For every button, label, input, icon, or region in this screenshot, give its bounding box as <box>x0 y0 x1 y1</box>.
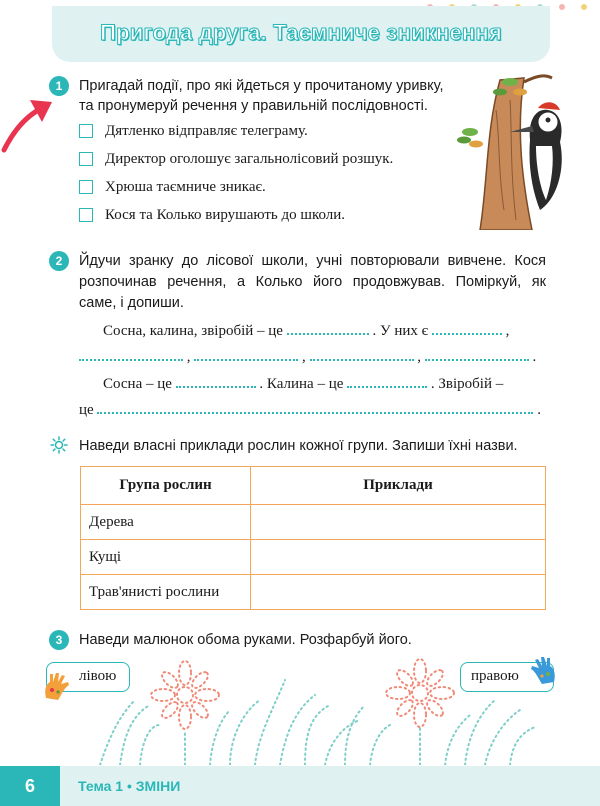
task-3-text: Наведи малюнок обома руками. Розфарбуй його. <box>79 632 412 648</box>
list-item[interactable] <box>79 149 393 169</box>
table-cell-examples[interactable] <box>251 505 546 540</box>
table-row <box>81 505 546 540</box>
sentence-1: Сосна, калина, звіробій – це . У них є , <box>103 323 510 339</box>
table-cell-examples[interactable] <box>251 575 546 610</box>
sentence-text: Сосна, калина, звіробій – це <box>103 323 283 339</box>
answer-blank[interactable] <box>194 347 298 361</box>
table-row <box>81 540 546 575</box>
left-hand-icon <box>40 672 74 702</box>
woodpecker-illustration <box>440 70 580 230</box>
table-header: Група рослин <box>81 467 251 505</box>
answer-blank[interactable] <box>425 347 529 361</box>
pointer-arrow-icon <box>0 92 56 154</box>
table-header-row <box>81 467 546 505</box>
table-cell-group: Трав'янисті рослини <box>81 575 251 610</box>
list-item-label: Хрюша таємниче зникає. <box>105 178 266 195</box>
table-cell-examples[interactable] <box>251 540 546 575</box>
sentence-2 <box>103 374 503 394</box>
answer-blank[interactable] <box>97 400 533 414</box>
task-1-line-2: та пронумеруй речення у правильній послідовності. <box>79 98 428 114</box>
task-1-line-1: Пригадай події, про які йдеться у прочитаному уривку, <box>79 78 444 94</box>
sentence-text: . Калина – це <box>259 376 344 392</box>
answer-blank[interactable] <box>79 347 183 361</box>
left-hand-text: лівою <box>79 668 117 684</box>
right-hand-text: правою <box>471 668 519 684</box>
numbering-checkbox[interactable] <box>79 180 93 194</box>
answer-blank[interactable] <box>287 321 369 335</box>
list-item[interactable] <box>79 205 345 225</box>
task-2-number: 2 <box>49 251 69 271</box>
list-item-label: Дятленко відправляє телеграму. <box>105 122 308 139</box>
task-sun-text: Наведи власні приклади рослин кожної групи. Запиши їхні назви. <box>79 438 518 454</box>
sentence-text: . У них є <box>372 323 429 339</box>
table-cell-group: Дерева <box>81 505 251 540</box>
page-number: 6 <box>0 766 60 806</box>
table-header: Приклади <box>251 467 546 505</box>
sentence-text: Сосна – це <box>103 376 172 392</box>
task-2-line-3: саме, і допиши. <box>79 295 184 311</box>
numbering-checkbox[interactable] <box>79 208 93 222</box>
task-2-line-2: розпочинав речення, а Колько його продовжував. Поміркуй, як <box>79 274 546 290</box>
numbering-checkbox[interactable] <box>79 152 93 166</box>
task-1-number: 1 <box>49 76 69 96</box>
plants-table <box>80 466 546 610</box>
list-item-label: Кося та Колько вирушають до школи. <box>105 206 346 223</box>
list-item-label: Директор оголошує загальнолісовий розшук. <box>105 150 394 167</box>
sentence-1-continued: , , , . <box>79 347 536 367</box>
tracing-drawing <box>80 655 550 765</box>
task-3-number: 3 <box>49 630 69 650</box>
numbering-checkbox[interactable] <box>79 124 93 138</box>
footer-topic: Тема 1 • ЗМІНИ <box>78 778 181 794</box>
table-cell-group: Кущі <box>81 540 251 575</box>
sentence-text: це <box>79 402 94 418</box>
answer-blank[interactable] <box>310 347 414 361</box>
table-row <box>81 575 546 610</box>
list-item[interactable] <box>79 177 266 197</box>
sentence-text: . Звіробій – <box>430 376 504 392</box>
answer-blank[interactable] <box>176 374 256 388</box>
answer-blank[interactable] <box>347 374 427 388</box>
answer-blank[interactable] <box>432 321 502 335</box>
task-2-line-1: Йдучи зранку до лісової школи, учні повторювали вивчене. Кося <box>79 253 546 269</box>
sentence-2-continued: це . <box>79 402 541 418</box>
page-title: Пригода друга. Таємниче зникнення <box>100 20 502 45</box>
sun-icon <box>50 436 68 454</box>
list-item[interactable] <box>79 121 308 141</box>
